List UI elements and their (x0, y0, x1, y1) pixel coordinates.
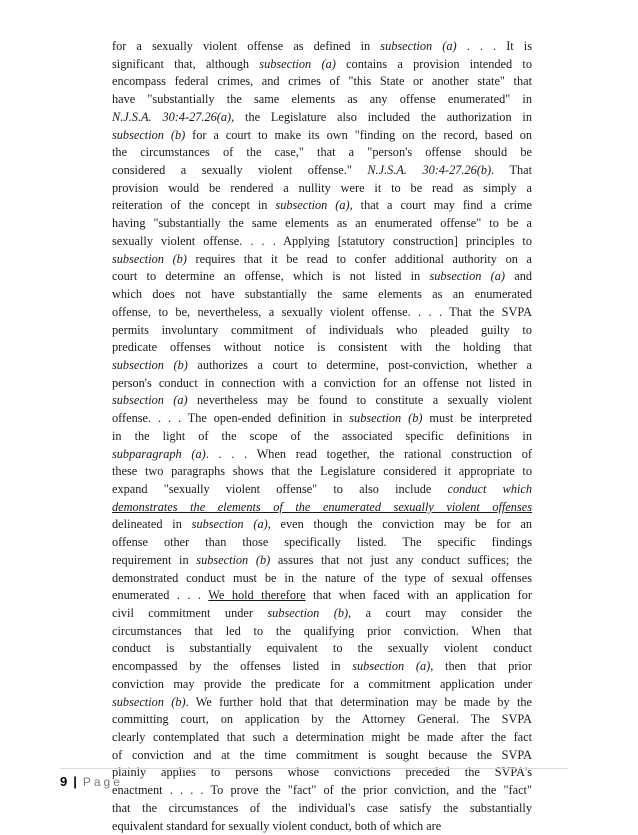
page-label: Page (82, 774, 123, 789)
text-run: . We further hold that that determination may be made by the (185, 694, 533, 709)
text-run: significant that, although (112, 56, 260, 71)
text-run: which does not have substantially the same elements as an enumerated (112, 287, 532, 302)
italic-citation: subsection (a) (275, 198, 350, 213)
italic-citation: subsection (b) (112, 694, 186, 709)
text-run: for a court to make its own "finding on the record, based on (185, 127, 532, 142)
italic-citation: subsection (b) (349, 411, 423, 426)
text-run: have "substantially the same elements as any offense enumerated" in (112, 92, 532, 107)
text-run: must be interpreted (422, 411, 532, 426)
text-run: enumerated . . . (112, 588, 209, 603)
text-run: nevertheless may be found to constitute a sexually violent (187, 393, 532, 408)
text-line (112, 570, 532, 588)
text-run: that when faced with an application for (305, 588, 532, 603)
text-run: enactment . . . . To prove the "fact" of the prior conviction, and the "fact" (112, 783, 532, 798)
text-run: demonstrated conduct must be in the nature of the type of sexual offenses (112, 570, 532, 585)
footer-divider (60, 768, 568, 769)
text-run: . That (491, 163, 532, 178)
text-line (112, 534, 532, 552)
italic-citation: N.J.S.A. 30:4-27.26(a) (112, 109, 232, 124)
text-line (112, 144, 532, 162)
text-line (112, 180, 532, 198)
italic-citation: subsection (a) (352, 659, 431, 674)
text-run: provision would be rendered a nullity were it to be read as simply a (112, 180, 532, 195)
footer-separator: | (73, 774, 77, 789)
text-run: , the Legislature also included the authorization in (231, 109, 532, 124)
italic-citation: subsection (a) (380, 39, 457, 53)
text-line (112, 304, 532, 322)
text-line (112, 818, 532, 835)
text-line (112, 251, 532, 269)
italic-citation: subsection (b) (112, 251, 187, 266)
italic-citation: subparagraph (a) (112, 446, 206, 461)
italic-citation: demonstrates the elements of the enumerated sexually violent offenses (112, 499, 532, 514)
text-line (112, 516, 532, 534)
text-run: offense, to be, nevertheless, a sexually violent offense. . . . That the SVPA (112, 304, 532, 319)
text-line (112, 428, 532, 446)
text-run: contains a provision intended to (335, 56, 532, 71)
text-run: clearly contemplated that such a determination might be made after the fact (112, 730, 532, 745)
text-line (112, 623, 532, 641)
text-line (112, 694, 532, 712)
text-run: , a court may consider the (348, 606, 533, 620)
text-run: encompass federal crimes, and crimes of "this State or another state" that (112, 74, 532, 89)
text-line (112, 747, 532, 765)
text-line (112, 552, 532, 570)
text-run: offense. . . . The open-ended definition in (112, 411, 350, 426)
italic-citation: subsection (b) (196, 552, 271, 567)
text-run: civil commitment under (112, 606, 268, 620)
text-run: committing court, on application by the Attorney General. The SVPA (112, 712, 532, 727)
italic-citation: conduct which (447, 481, 533, 496)
text-line (112, 605, 532, 623)
text-run: court to determine an offense, which is not listed in (112, 269, 430, 284)
text-line (112, 215, 532, 233)
text-run: plainly applies to persons whose convictions preceded the SVPA's (112, 765, 532, 780)
italic-citation: subsection (b) (112, 127, 186, 142)
text-run: offense other than those specifically listed. The specific findings (112, 535, 532, 550)
text-run: having "substantially the same elements as an enumerated offense" to be a (112, 216, 532, 231)
text-line (112, 127, 532, 145)
text-line (112, 392, 532, 410)
text-run: conviction may provide the predicate for a commitment application under (112, 676, 532, 691)
text-line (112, 782, 532, 800)
text-run: sexually violent offense. . . . Applying [statutory construction] principles to (112, 233, 532, 248)
text-line (112, 499, 532, 517)
text-run: , then that prior (430, 659, 532, 674)
text-run: . . . . When read together, the rational construction of (205, 446, 532, 461)
italic-citation: subsection (a) (259, 56, 336, 71)
text-line (112, 729, 532, 747)
text-line (112, 357, 532, 375)
text-line (112, 481, 532, 499)
italic-citation: subsection (a) (429, 269, 505, 284)
italic-citation: N.J.S.A. 30:4-27.26(b) (367, 163, 492, 178)
text-run: delineated in (112, 517, 192, 532)
text-line (112, 38, 532, 56)
text-line (112, 587, 532, 605)
text-run: conduct is substantially equivalent to the sexually violent conduct (112, 641, 532, 656)
text-run: considered a sexually violent offense." (112, 163, 368, 178)
text-line (112, 676, 532, 694)
italic-citation: subsection (b) (267, 606, 349, 620)
text-run: predicate offenses without notice is consistent with the holding that (112, 340, 532, 355)
text-run: of conviction and at the time commitment is sought because the SVPA (112, 747, 532, 762)
italic-citation: subsection (a) (112, 393, 188, 408)
text-run: requirement in (112, 552, 197, 567)
text-line (112, 286, 532, 304)
text-line (112, 197, 532, 215)
text-line (112, 446, 532, 464)
text-run: that the circumstances of the individual's case satisfy the substantially (112, 800, 532, 815)
text-run: permits involuntary commitment of individuals who pleaded guilty to (112, 322, 532, 337)
text-line (112, 109, 532, 127)
text-line (112, 56, 532, 74)
text-run: expand "sexually violent offense" to also include (112, 481, 448, 496)
text-run: authorizes a court to determine, post-conviction, whether a (187, 357, 532, 372)
text-run: , that a court may find a crime (349, 198, 533, 213)
text-line (112, 268, 532, 286)
text-line (112, 800, 532, 818)
text-run: . . . It is (456, 39, 532, 53)
text-run: these two paragraphs shows that the Legislature considered it appropriate to (112, 464, 532, 479)
text-line (112, 339, 532, 357)
text-run: reiteration of the concept in (112, 198, 276, 213)
text-line (112, 162, 532, 180)
quoted-opinion-text (112, 38, 532, 835)
text-run: , even though the conviction may be for an (267, 517, 532, 532)
text-line (112, 711, 532, 729)
text-run: We hold therefore (208, 588, 306, 603)
text-run: and (504, 269, 532, 284)
text-line (112, 410, 532, 428)
text-run: the circumstances of the case," that a "person's offense should be (112, 145, 532, 160)
text-run: circumstances that led to the qualifying prior conviction. When that (112, 623, 532, 638)
text-line (112, 375, 532, 393)
text-line (112, 640, 532, 658)
italic-citation: subsection (a) (191, 517, 268, 532)
text-line (112, 91, 532, 109)
text-run: assures that not just any conduct suffices; the (270, 552, 532, 567)
text-line (112, 233, 532, 251)
text-run: equivalent standard for sexually violent conduct, both of which are (112, 818, 442, 833)
text-run: encompassed by the offenses listed in (112, 659, 353, 674)
text-run: for a sexually violent offense as defined in (112, 39, 381, 53)
text-line (112, 73, 532, 91)
text-run: person's conduct in connection with a conviction for an offense not listed in (112, 375, 532, 390)
text-line (112, 463, 532, 481)
text-line (112, 322, 532, 340)
text-line (112, 658, 532, 676)
text-run: requires that it be read to confer additional authority on a (186, 251, 532, 266)
page-number: 9 (60, 774, 68, 789)
text-run: in the light of the scope of the associated specific definitions in (112, 428, 532, 443)
italic-citation: subsection (b) (112, 357, 188, 372)
page-footer (60, 774, 123, 789)
